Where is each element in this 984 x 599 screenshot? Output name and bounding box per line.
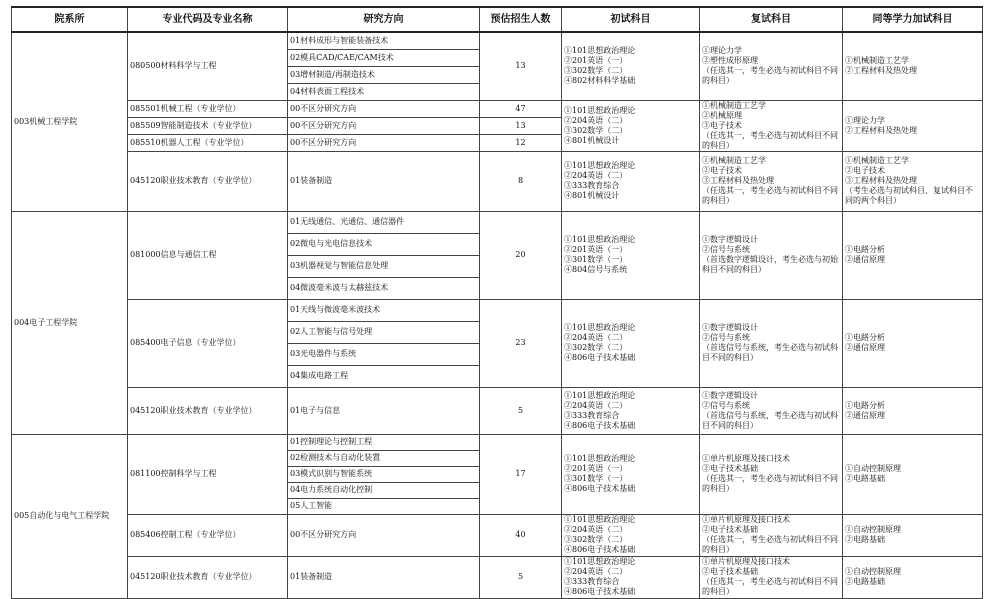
extra-exam-cell-line: ②电路基础 bbox=[845, 474, 885, 483]
quota-cell: 20 bbox=[480, 211, 562, 299]
initial-exam-cell-line: ①101思想政治理论 bbox=[564, 235, 636, 244]
quota-cell: 17 bbox=[480, 434, 562, 514]
table-row bbox=[12, 100, 983, 117]
major-cell: 085400电子信息（专业学位） bbox=[128, 299, 288, 387]
direction-cell: 00不区分研究方向 bbox=[288, 514, 480, 556]
retest-cell bbox=[700, 556, 843, 598]
extra-exam-cell-line: ②通信原理 bbox=[845, 255, 885, 264]
extra-exam-cell-line: ①机械制造工艺学 bbox=[845, 156, 909, 165]
direction-cell: 03机器视觉与智能信息处理 bbox=[288, 255, 480, 277]
quota-cell: 13 bbox=[480, 117, 562, 134]
major-cell: 085501机械工程（专业学位） bbox=[128, 100, 288, 117]
retest-cell-line: ①单片机原理及接口技术 bbox=[702, 454, 790, 463]
table-row bbox=[12, 556, 983, 598]
extra-exam-cell bbox=[843, 32, 983, 100]
major-cell: 081000信息与通信工程 bbox=[128, 211, 288, 299]
table-row bbox=[12, 514, 983, 556]
admissions-table bbox=[11, 6, 983, 599]
direction-cell: 01控制理论与控制工程 bbox=[288, 434, 480, 450]
retest-cell-line: ②塑性成形原理 bbox=[702, 56, 758, 66]
initial-exam-cell bbox=[562, 100, 700, 151]
initial-exam-cell-line: ①101思想政治理论 bbox=[564, 390, 636, 400]
retest-cell-line: ③工程材料及热处理 bbox=[702, 176, 774, 185]
header-direction: 研究方向 bbox=[288, 7, 480, 32]
initial-exam-cell-line: ④802材料科学基础 bbox=[564, 76, 636, 86]
retest-cell-line: ①数字逻辑设计 bbox=[702, 235, 758, 244]
retest-cell-line: ②电子技术基础 bbox=[702, 567, 758, 576]
retest-cell-line: （任选其一，考生必选与初试科目不同的科目） bbox=[702, 186, 838, 205]
direction-cell: 01装备制造 bbox=[288, 556, 480, 598]
initial-exam-cell bbox=[562, 514, 700, 556]
quota-cell: 13 bbox=[480, 32, 562, 100]
retest-cell-line: ①数字逻辑设计 bbox=[702, 390, 758, 400]
retest-cell-line: ②机械原理 bbox=[702, 110, 742, 120]
retest-cell-line: ①单片机原理及接口技术 bbox=[702, 557, 790, 566]
extra-exam-cell-line: ①机械制造工艺学 bbox=[845, 56, 909, 66]
initial-exam-cell bbox=[562, 151, 700, 211]
initial-exam-cell bbox=[562, 299, 700, 387]
initial-exam-cell-line: ①101思想政治理论 bbox=[564, 323, 636, 332]
extra-exam-cell-line: ②工程材料及热处理 bbox=[845, 125, 917, 135]
table-row bbox=[12, 32, 983, 49]
initial-exam-cell bbox=[562, 556, 700, 598]
quota-cell: 8 bbox=[480, 151, 562, 211]
direction-cell: 02人工智能与信号处理 bbox=[288, 321, 480, 343]
extra-exam-cell bbox=[843, 434, 983, 514]
school-cell: 005自动化与电气工程学院 bbox=[12, 434, 128, 598]
retest-cell-line: （任选其一，考生必选与初试科目不同的科目） bbox=[702, 535, 838, 554]
initial-exam-cell-line: ①101思想政治理论 bbox=[564, 454, 636, 463]
retest-cell-line: ②信号与系统 bbox=[702, 400, 750, 410]
retest-cell-line: ①机械制造工艺学 bbox=[702, 100, 766, 110]
major-cell: 081100控制科学与工程 bbox=[128, 434, 288, 514]
direction-cell: 04微波毫米波与太赫兹技术 bbox=[288, 277, 480, 299]
major-cell: 085509智能制造技术（专业学位） bbox=[128, 117, 288, 134]
major-cell: 045120职业技术教育（专业学位） bbox=[128, 387, 288, 434]
initial-exam-cell-line: ③302数学（二） bbox=[564, 343, 628, 352]
retest-cell bbox=[700, 32, 843, 100]
retest-cell bbox=[700, 434, 843, 514]
initial-exam-cell-line: ①101思想政治理论 bbox=[564, 515, 636, 524]
extra-exam-cell-line: ①自动控制原理 bbox=[845, 464, 901, 473]
extra-exam-cell bbox=[843, 556, 983, 598]
extra-exam-cell bbox=[843, 387, 983, 434]
extra-exam-cell-line: ①自动控制原理 bbox=[845, 567, 901, 576]
extra-exam-cell-line: ②工程材料及热处理 bbox=[845, 66, 917, 76]
retest-cell-line: （首选信号与系统，考生必选与初试科目不同的科目） bbox=[702, 343, 838, 362]
school-cell: 004电子工程学院 bbox=[12, 211, 128, 434]
major-cell: 080500材料科学与工程 bbox=[128, 32, 288, 100]
initial-exam-cell-line: ④804信号与系统 bbox=[564, 265, 628, 274]
retest-cell-line: （任选其一，考生必选与初试科目不同的科目） bbox=[702, 474, 838, 493]
quota-cell: 5 bbox=[480, 387, 562, 434]
initial-exam-cell-line: ②201英语（一） bbox=[564, 464, 628, 473]
quota-cell: 5 bbox=[480, 556, 562, 598]
major-cell: 045120职业技术教育（专业学位） bbox=[128, 151, 288, 211]
direction-cell: 01电子与信息 bbox=[288, 387, 480, 434]
initial-exam-cell-line: ①101思想政治理论 bbox=[564, 557, 636, 566]
initial-exam-cell-line: ③333教育综合 bbox=[564, 181, 620, 190]
extra-exam-cell-line: ②电子技术 bbox=[845, 166, 885, 175]
direction-cell: 01天线与微波毫米波技术 bbox=[288, 299, 480, 321]
initial-exam-cell-line: ②204英语（二） bbox=[564, 400, 628, 410]
header-row bbox=[12, 7, 983, 32]
table-row bbox=[12, 299, 983, 321]
extra-exam-cell-line: ①电路分析 bbox=[845, 400, 885, 410]
extra-exam-cell-line: ①电路分析 bbox=[845, 245, 885, 254]
initial-exam-cell bbox=[562, 32, 700, 100]
retest-cell bbox=[700, 299, 843, 387]
extra-exam-cell-line: ①电路分析 bbox=[845, 333, 885, 342]
retest-cell-line: ①理论力学 bbox=[702, 46, 742, 56]
initial-exam-cell-line: ③301数学（一） bbox=[564, 474, 628, 483]
table-row bbox=[12, 151, 983, 211]
initial-exam-cell-line: ③333教育综合 bbox=[564, 577, 620, 586]
extra-exam-cell bbox=[843, 151, 983, 211]
retest-cell bbox=[700, 514, 843, 556]
extra-exam-cell-line: ②通信原理 bbox=[845, 410, 885, 420]
major-cell: 085510机器人工程（专业学位） bbox=[128, 134, 288, 151]
initial-exam-cell-line: ④801机械设计 bbox=[564, 191, 620, 200]
retest-cell-line: ①机械制造工艺学 bbox=[702, 156, 766, 165]
direction-cell: 04集成电路工程 bbox=[288, 365, 480, 387]
direction-cell: 00不区分研究方向 bbox=[288, 134, 480, 151]
extra-exam-cell-line: （考生必选与初试科目、复试科目不同的两个科目） bbox=[845, 186, 973, 205]
initial-exam-cell-line: ①101思想政治理论 bbox=[564, 161, 636, 170]
extra-exam-cell-line: ③工程材料及热处理 bbox=[845, 176, 917, 185]
extra-exam-cell-line: ②电路基础 bbox=[845, 577, 885, 586]
initial-exam-cell-line: ②204英语（二） bbox=[564, 115, 628, 125]
extra-exam-cell-line: ①理论力学 bbox=[845, 115, 885, 125]
initial-exam-cell bbox=[562, 211, 700, 299]
direction-cell: 04材料表面工程技术 bbox=[288, 83, 480, 100]
retest-cell-line: ②信号与系统 bbox=[702, 245, 750, 254]
header-school: 院系所 bbox=[12, 7, 128, 32]
direction-cell: 05人工智能 bbox=[288, 498, 480, 514]
retest-cell-line: （首选信号与系统，考生必选与初试科目不同的科目） bbox=[702, 410, 838, 430]
initial-exam-cell-line: ②201英语（一） bbox=[564, 245, 628, 254]
initial-exam-cell-line: ①101思想政治理论 bbox=[564, 105, 636, 115]
retest-cell-line: （首选数字逻辑设计，考生必选与初始科目不同的科目） bbox=[702, 255, 838, 274]
direction-cell: 02微电与光电信息技术 bbox=[288, 233, 480, 255]
quota-cell: 40 bbox=[480, 514, 562, 556]
extra-exam-cell-line: ①自动控制原理 bbox=[845, 525, 901, 534]
initial-exam-cell-line: ④801机械设计 bbox=[564, 135, 620, 145]
initial-exam-cell-line: ③302数学（二） bbox=[564, 535, 628, 544]
table-row bbox=[12, 387, 983, 434]
initial-exam-cell-line: ④806电子技术基础 bbox=[564, 587, 636, 596]
initial-exam-cell-line: ②204英语（二） bbox=[564, 333, 628, 342]
initial-exam-cell-line: ③302数学（二） bbox=[564, 125, 628, 135]
initial-exam-cell-line: ③333教育综合 bbox=[564, 410, 620, 420]
extra-exam-cell bbox=[843, 211, 983, 299]
direction-cell: 03光电器件与系统 bbox=[288, 343, 480, 365]
direction-cell: 03模式识别与智能系统 bbox=[288, 466, 480, 482]
initial-exam-cell-line: ②201英语（一） bbox=[564, 56, 628, 66]
major-cell: 085406控制工程（专业学位） bbox=[128, 514, 288, 556]
table-row bbox=[12, 434, 983, 450]
direction-cell: 02模具CAD/CAE/CAM技术 bbox=[288, 49, 480, 66]
retest-cell bbox=[700, 151, 843, 211]
initial-exam-cell-line: ②204英语（二） bbox=[564, 567, 628, 576]
retest-cell-line: （任选其一，考生必选与初试科目不同的科目） bbox=[702, 577, 838, 596]
header-major: 专业代码及专业名称 bbox=[128, 7, 288, 32]
initial-exam-cell-line: ④806电子技术基础 bbox=[564, 545, 636, 554]
extra-exam-cell-line: ②通信原理 bbox=[845, 343, 885, 352]
retest-cell bbox=[700, 387, 843, 434]
direction-cell: 04电力系统自动化控制 bbox=[288, 482, 480, 498]
direction-cell: 01无线通信、光通信、通信器件 bbox=[288, 211, 480, 233]
initial-exam-cell-line: ③301数学（一） bbox=[564, 255, 628, 264]
retest-cell-line: （任选其一，考生必选与初试科目不同的科目） bbox=[702, 66, 838, 86]
quota-cell: 23 bbox=[480, 299, 562, 387]
header-quota: 预估招生人数 bbox=[480, 7, 562, 32]
table-body bbox=[12, 32, 983, 598]
extra-exam-cell bbox=[843, 100, 983, 151]
initial-exam-cell-line: ③302数学（二） bbox=[564, 66, 628, 76]
initial-exam-cell-line: ①101思想政治理论 bbox=[564, 46, 636, 56]
direction-cell: 00不区分研究方向 bbox=[288, 117, 480, 134]
initial-exam-cell-line: ④806电子技术基础 bbox=[564, 353, 636, 362]
retest-cell-line: ①数字逻辑设计 bbox=[702, 323, 758, 332]
initial-exam-cell bbox=[562, 434, 700, 514]
retest-cell bbox=[700, 100, 843, 151]
retest-cell-line: ①单片机原理及接口技术 bbox=[702, 515, 790, 524]
retest-cell-line: （任选其一，考生必选与初试科目不同的科目） bbox=[702, 130, 838, 150]
retest-cell-line: ②电子技术基础 bbox=[702, 525, 758, 534]
header-initial-exam: 初试科目 bbox=[562, 7, 700, 32]
retest-cell-line: ②信号与系统 bbox=[702, 333, 750, 342]
quota-cell: 12 bbox=[480, 134, 562, 151]
retest-cell-line: ②电子技术基础 bbox=[702, 464, 758, 473]
quota-cell: 47 bbox=[480, 100, 562, 117]
extra-exam-cell bbox=[843, 514, 983, 556]
retest-cell-line: ③电子技术 bbox=[702, 120, 742, 130]
initial-exam-cell-line: ②204英语（二） bbox=[564, 171, 628, 180]
school-cell: 003机械工程学院 bbox=[12, 32, 128, 211]
initial-exam-cell-line: ④806电子技术基础 bbox=[564, 420, 636, 430]
retest-cell-line: ②电子技术 bbox=[702, 166, 742, 175]
table-row bbox=[12, 211, 983, 233]
extra-exam-cell bbox=[843, 299, 983, 387]
extra-exam-cell-line: ②电路基础 bbox=[845, 535, 885, 544]
direction-cell: 03增材制造/再制造技术 bbox=[288, 66, 480, 83]
header-extra-exam: 同等学力加试科目 bbox=[843, 7, 983, 32]
header-retest: 复试科目 bbox=[700, 7, 843, 32]
direction-cell: 01装备制造 bbox=[288, 151, 480, 211]
major-cell: 045120职业技术教育（专业学位） bbox=[128, 556, 288, 598]
direction-cell: 01材料成形与智能装备技术 bbox=[288, 32, 480, 49]
initial-exam-cell-line: ④806电子技术基础 bbox=[564, 484, 636, 493]
initial-exam-cell-line: ②204英语（二） bbox=[564, 525, 628, 534]
initial-exam-cell bbox=[562, 387, 700, 434]
direction-cell: 00不区分研究方向 bbox=[288, 100, 480, 117]
direction-cell: 02检测技术与自动化装置 bbox=[288, 450, 480, 466]
retest-cell bbox=[700, 211, 843, 299]
